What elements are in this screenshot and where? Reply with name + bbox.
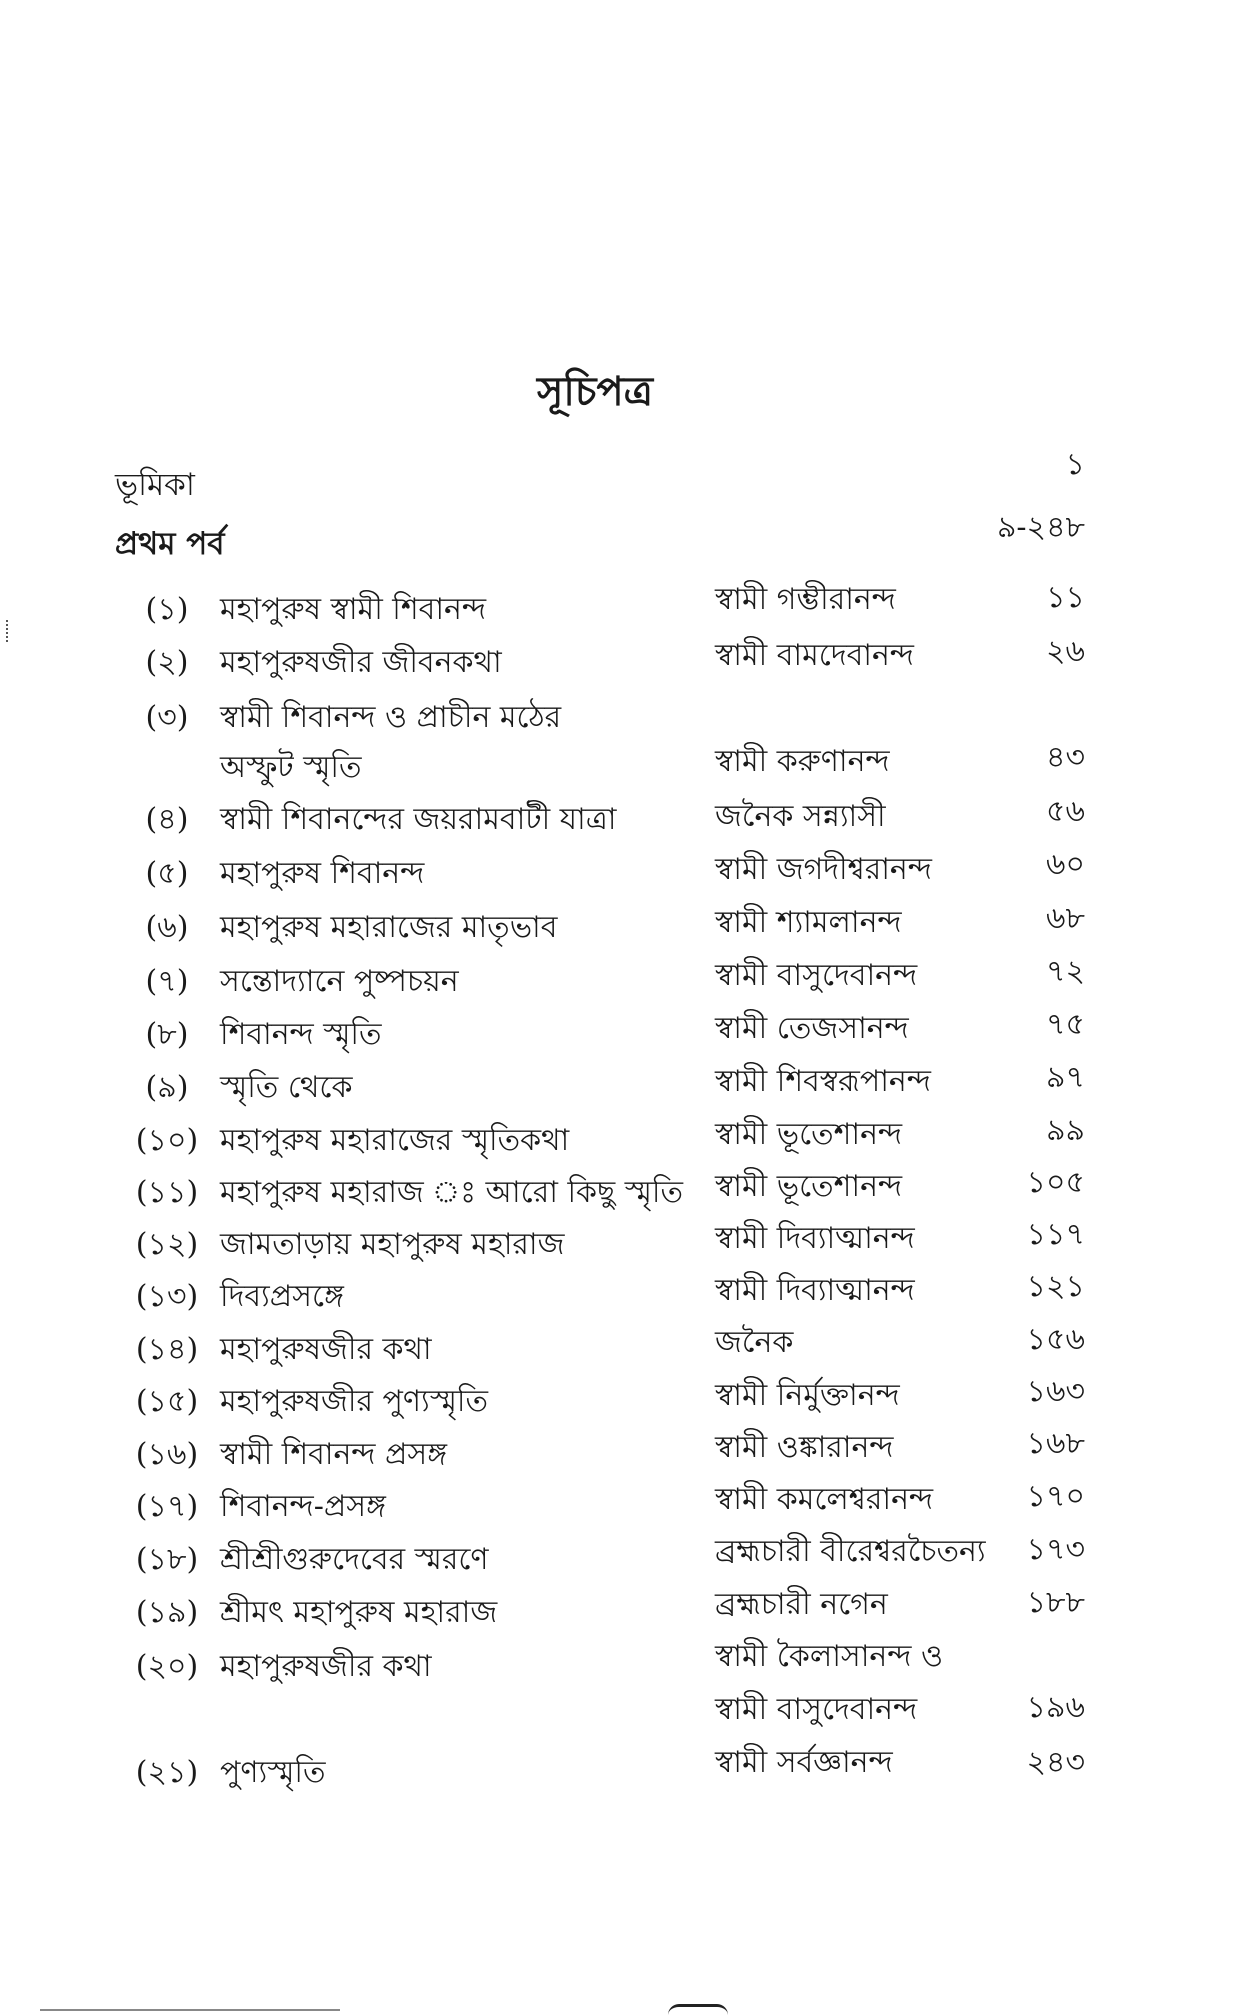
- entry-number: (৬): [145, 910, 189, 945]
- entry-page: ১২১: [1026, 1269, 1085, 1304]
- entry-page: ১৬৮: [1026, 1426, 1085, 1461]
- entry-page: ১১৭: [1026, 1217, 1085, 1252]
- entry-number: (১৭): [135, 1489, 199, 1524]
- footer-rule: [40, 2009, 340, 2011]
- entry-author: ব্রহ্মচারী বীরেশ্বরচৈতন্য: [715, 1534, 986, 1569]
- entry-title: স্বামী শিবানন্দ ও প্রাচীন মঠের: [220, 700, 562, 735]
- entry-page: ৬৮: [1046, 901, 1085, 936]
- entry-page: ৬০: [1045, 847, 1085, 882]
- entry-title: পুণ্যস্মৃতি: [220, 1755, 326, 1790]
- entry-author: স্বামী জগদীশ্বরানন্দ: [715, 852, 932, 887]
- entry-title: মহাপুরুষজীর কথা: [220, 1649, 432, 1684]
- entry-title: শিবানন্দ-প্রসঙ্গ: [220, 1489, 386, 1524]
- entry-author: স্বামী দিব্যাত্মানন্দ: [715, 1221, 915, 1256]
- entry-page: ৪৩: [1046, 740, 1085, 775]
- entry-page: ৭২: [1045, 954, 1085, 989]
- entry-title: স্বামী শিবানন্দের জয়রামবাটী যাত্রা: [220, 802, 617, 837]
- entry-title: দিব্যপ্রসঙ্গে: [220, 1279, 344, 1314]
- entry-author: স্বামী শিবস্বরূপানন্দ: [715, 1064, 931, 1099]
- entry-page: ৭৫: [1046, 1007, 1085, 1042]
- page-title: সূচিপত্র: [537, 368, 653, 415]
- section-page-part-one: ৯-২৪৮: [996, 510, 1085, 545]
- entry-number: (১৩): [135, 1279, 199, 1314]
- entry-page: ৫৬: [1046, 794, 1085, 829]
- entry-number: (১২): [135, 1227, 199, 1262]
- entry-number: (২১): [135, 1755, 199, 1790]
- entry-number: (১৬): [135, 1437, 199, 1472]
- entry-title: মহাপুরুষ স্বামী শিবানন্দ: [220, 592, 487, 627]
- entry-number: (১১): [135, 1175, 199, 1210]
- entry-number: (৭): [145, 964, 189, 999]
- entry-author: স্বামী গম্ভীরানন্দ: [715, 582, 896, 617]
- entry-page: ৯৭: [1046, 1060, 1085, 1095]
- section-label-preface: ভূমিকা: [115, 467, 195, 503]
- entry-title: মহাপুরুষজীর কথা: [220, 1332, 432, 1367]
- entry-title: শ্রীমৎ মহাপুরুষ মহারাজ: [220, 1595, 498, 1630]
- entry-title: স্বামী শিবানন্দ প্রসঙ্গ: [220, 1437, 448, 1472]
- entry-author: স্বামী নির্মুক্তানন্দ: [715, 1378, 900, 1413]
- entry-author: স্বামী বাসুদেবানন্দ: [715, 958, 918, 993]
- section-page-preface: ১: [1065, 447, 1085, 482]
- entry-title: শ্রীশ্রীগুরুদেবের স্মরণে: [220, 1542, 489, 1577]
- entry-number: (৮): [145, 1017, 189, 1052]
- entry-title: সন্তোদ্যানে পুষ্পচয়ন: [220, 964, 459, 999]
- entry-number: (১০): [135, 1123, 199, 1158]
- entry-number: (৪): [145, 802, 189, 837]
- entry-author-continued: স্বামী বাসুদেবানন্দ: [715, 1692, 918, 1727]
- entry-number: (১): [145, 592, 189, 627]
- entry-title: জামতাড়ায় মহাপুরুষ মহারাজ: [220, 1227, 565, 1262]
- footer-ornament: [668, 2004, 728, 2015]
- entry-page: ১০৫: [1026, 1165, 1085, 1200]
- entry-title: মহাপুরুষজীর পুণ্যস্মৃতি: [220, 1384, 488, 1419]
- entry-title: মহাপুরুষ শিবানন্দ: [220, 856, 425, 891]
- entry-author: স্বামী সর্বজ্ঞানন্দ: [715, 1745, 893, 1780]
- entry-author: স্বামী বামদেবানন্দ: [715, 638, 914, 673]
- entry-title: মহাপুরুষ মহারাজের মাতৃভাব: [220, 910, 558, 945]
- entry-author: স্বামী ভূতেশানন্দ: [715, 1169, 903, 1204]
- entry-title: মহাপুরুষ মহারাজের স্মৃতিকথা: [220, 1123, 570, 1158]
- entry-title: মহাপুরুষজীর জীবনকথা: [220, 645, 502, 680]
- margin-mark: [6, 620, 11, 642]
- entry-number: (২০): [135, 1649, 199, 1684]
- entry-number: (২): [145, 645, 189, 680]
- entry-number: (৩): [145, 700, 189, 735]
- entry-title: মহাপুরুষ মহারাজ ঃ আরো কিছু স্মৃতি: [220, 1175, 684, 1210]
- entry-number: (৫): [145, 856, 189, 891]
- entry-page: ৯৯: [1046, 1113, 1085, 1148]
- entry-title: স্মৃতি থেকে: [220, 1070, 353, 1105]
- entry-page: ১৬৩: [1026, 1374, 1085, 1409]
- entry-author: স্বামী দিব্যাত্মানন্দ: [715, 1273, 915, 1308]
- entry-author: স্বামী করুণানন্দ: [715, 744, 890, 779]
- entry-number: (১৯): [135, 1595, 199, 1630]
- entry-author: স্বামী তেজসানন্দ: [715, 1011, 909, 1046]
- entry-page: ২৪৩: [1026, 1745, 1085, 1780]
- entry-page: ১৯৬: [1026, 1690, 1085, 1725]
- entry-author: স্বামী শ্যামলানন্দ: [715, 905, 902, 940]
- entry-number: (৯): [145, 1070, 189, 1105]
- entry-title-continued: অস্ফুট স্মৃতি: [220, 750, 362, 785]
- entry-page: ২৬: [1045, 634, 1085, 669]
- entry-page: ১৮৮: [1026, 1585, 1085, 1620]
- entry-number: (১৪): [135, 1332, 199, 1367]
- entry-author: জনৈক: [715, 1325, 794, 1360]
- entry-author: স্বামী ভূতেশানন্দ: [715, 1117, 903, 1152]
- entry-number: (১৮): [135, 1542, 199, 1577]
- entry-page: ১৭০: [1026, 1479, 1085, 1514]
- entry-page: ১৫৬: [1026, 1322, 1085, 1357]
- entry-author: স্বামী কৈলাসানন্দ ও: [715, 1639, 944, 1674]
- entry-page: ১১: [1046, 580, 1085, 615]
- section-label-part-one: প্রথম পর্ব: [115, 526, 225, 562]
- entry-author: স্বামী কমলেশ্বরানন্দ: [715, 1482, 934, 1517]
- entry-author: ব্রহ্মচারী নগেন: [715, 1587, 888, 1622]
- entry-number: (১৫): [135, 1384, 199, 1419]
- entry-title: শিবানন্দ স্মৃতি: [220, 1017, 382, 1052]
- entry-author: স্বামী ওঙ্কারানন্দ: [715, 1430, 894, 1465]
- entry-page: ১৭৩: [1026, 1532, 1085, 1567]
- entry-author: জনৈক সন্ন্যাসী: [715, 799, 886, 834]
